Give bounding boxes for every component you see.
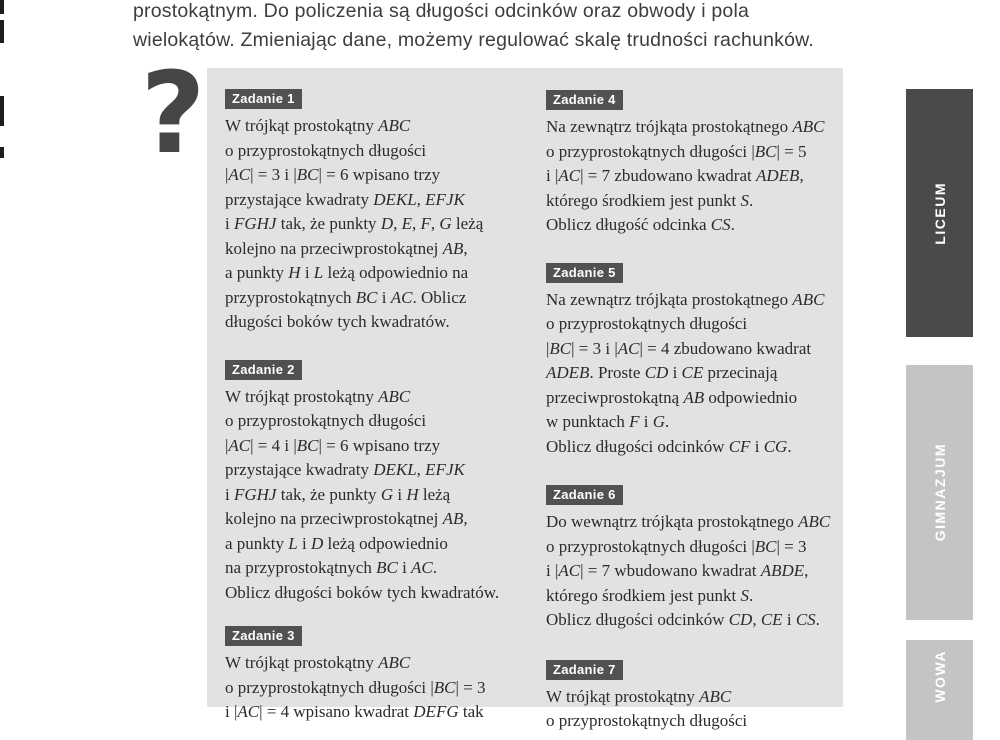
intro-line: wielokątów. Zmieniając dane, możemy regulować skalę trudności rachunków. [133,29,814,51]
task-zadanie-1 [225,89,555,335]
task-zadanie-3 [225,626,555,725]
svg-text:?: ? [140,49,206,179]
task-badge: Zadanie 6 [546,485,623,505]
task-badge: Zadanie 1 [225,89,302,109]
text-line: W trójkąt prostokątny ABC [225,386,411,406]
tab-podstawowa-partial [906,640,973,740]
task-badge: Zadanie 3 [225,626,302,646]
tab-liceum [906,89,973,337]
task-text [546,288,846,460]
text-line: |AC| = 3 i |BC| = 6 wpisano trzy [225,165,441,184]
text-line: Oblicz długości odcinków CD, CE i CS. [546,610,820,629]
intro-line: prostokątnym. Do policzenia są długości odcinków oraz obwody i pola [133,0,750,22]
text-line: przystające kwadraty DEKL, EFJK [225,189,465,209]
text-line: o przyprostokątnych długości |BC| = 3 [225,677,486,697]
left-edge-artifact [0,96,4,126]
text-line: i FGHJ tak, że punkty G i H leżą [225,484,451,504]
task-text [225,385,555,606]
text-line: i |AC| = 4 wpisano kwadrat DEFG tak [225,702,484,721]
task-badge: Zadanie 2 [225,360,302,380]
text-line: i |AC| = 7 zbudowano kwadrat ADEB, [546,166,804,185]
left-edge-artifact [0,20,4,43]
task-text [225,114,555,335]
text-line: Oblicz długość odcinka CS. [546,215,735,234]
tasks-column-left [225,68,555,725]
text-line: W trójkąt prostokątny ABC [225,116,411,135]
task-zadanie-5 [546,263,846,460]
text-line: którego środkiem jest punkt S. [546,190,754,210]
text-line: na przyprostokątnych BC i AC. [225,558,438,577]
task-text [546,685,846,734]
text-line: i FGHJ tak, że punkty D, E, F, G leżą [225,214,484,233]
text-line: o przyprostokątnych długości [546,314,748,333]
text-line: kolejno na przeciwprostokątnej AB, [225,238,468,258]
tasks-panel [207,68,843,730]
tasks-column-right [546,68,846,734]
task-badge: Zadanie 5 [546,263,623,283]
text-line: którego środkiem jest punkt S. [546,585,754,605]
text-line: W trójkąt prostokątny ABC [225,653,411,672]
text-line: kolejno na przeciwprostokątnej AB, [225,509,468,528]
text-line: o przyprostokątnych długości [225,411,427,430]
task-zadanie-7 [546,660,846,734]
task-zadanie-4 [546,90,846,238]
task-zadanie-2 [225,360,555,606]
text-line: |BC| = 3 i |AC| = 4 zbudowano kwadrat [546,338,812,358]
text-line: a punkty H i L leżą odpowiednio na [225,263,469,282]
task-text [546,510,846,633]
text-line: Oblicz długości boków tych kwadratów. [225,582,500,602]
text-line: w punktach F i G. [546,412,670,431]
text-line: o przyprostokątnych długości [225,140,427,160]
text-line: przystające kwadraty DEKL, EFJK [225,460,465,479]
text-line: o przyprostokątnych długości |BC| = 5 [546,141,807,161]
text-line: Oblicz długości odcinków CF i CG. [546,436,792,456]
left-edge-artifact [0,0,4,14]
text-line: W trójkąt prostokątny ABC [546,686,732,706]
tab-label: LICEUM [931,181,948,245]
text-line: a punkty L i D leżą odpowiednio [225,533,448,553]
tab-label: GIMNAZJUM [931,443,948,542]
text-line: o przyprostokątnych długości [546,711,748,730]
task-badge: Zadanie 7 [546,660,623,680]
text-line: przyprostokątnych BC i AC. Oblicz [225,287,467,307]
text-line: długości boków tych kwadratów. [225,312,450,331]
text-line: Do wewnątrz trójkąta prostokątnego ABC [546,512,831,531]
text-line: Na zewnątrz trójkąta prostokątnego ABC [546,289,825,309]
text-line: ADEB. Proste CD i CE przecinają [546,363,778,382]
task-text [546,115,846,238]
intro-paragraph [133,0,814,55]
text-line: o przyprostokątnych długości |BC| = 3 [546,536,807,556]
task-text [225,651,555,725]
left-edge-artifact [0,147,4,158]
tab-label: WOWA [931,650,948,703]
task-zadanie-6 [546,485,846,633]
text-line: Na zewnątrz trójkąta prostokątnego ABC [546,117,825,136]
tab-gimnazjum [906,365,973,620]
text-line: |AC| = 4 i |BC| = 6 wpisano trzy [225,435,441,455]
text-line: przeciwprostokątną AB odpowiednio [546,387,798,407]
text-line: i |AC| = 7 wbudowano kwadrat ABDE, [546,561,809,580]
question-mark-icon [125,49,221,179]
task-badge: Zadanie 4 [546,90,623,110]
